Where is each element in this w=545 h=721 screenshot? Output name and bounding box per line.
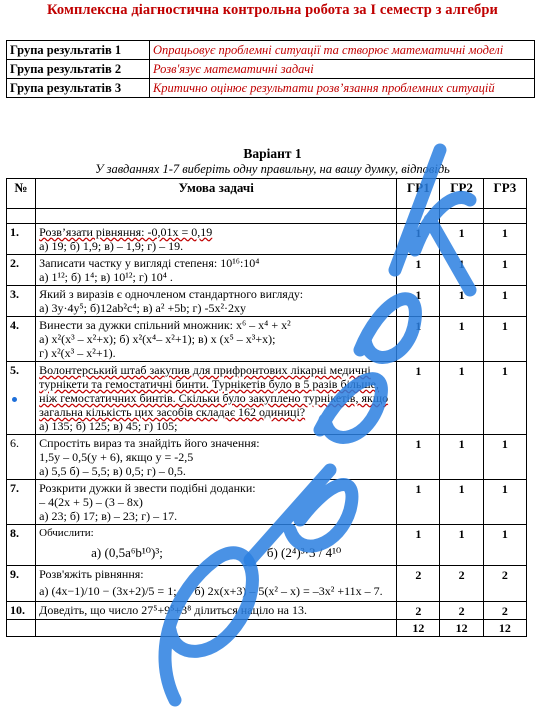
task-option-b: б) 2x(x+3) – 5(x² – x) = –3x² +11x – 7.: [194, 584, 383, 598]
score-g3: 1: [483, 286, 526, 317]
task-number: 8.: [7, 525, 36, 566]
score-g3: 1: [483, 224, 526, 255]
task-number: 9.: [7, 566, 36, 602]
task-text: [36, 480, 397, 525]
score-g1: 2: [397, 602, 440, 620]
score-g1: 1: [397, 255, 440, 286]
instruction-text: У завданнях 1-7 виберіть одну правильну, на вашу думку, відповідь: [95, 162, 450, 176]
task-text: [36, 525, 397, 566]
score-g1: 1: [397, 480, 440, 525]
task-line: Винести за дужки спільний множник: x⁶ – x⁴ + x²: [39, 318, 291, 332]
score-g2: 1: [440, 362, 483, 435]
totals-row: [7, 620, 527, 637]
group-row: [7, 60, 535, 79]
group-description: Розв'язує математичні задачі: [150, 60, 535, 79]
task-line: Доведіть, що число 27⁵+9⁵+3⁸ ділиться націло на 13.: [39, 603, 308, 617]
task-number: 10.: [7, 602, 36, 620]
task-number: 7.: [7, 480, 36, 525]
score-g3: 1: [483, 362, 526, 435]
group-name: Група результатів 1: [7, 41, 150, 60]
total-g1: 12: [397, 620, 440, 637]
score-g1: 1: [397, 224, 440, 255]
task-options: а) 5,5 б) – 5,5; в) 0,5; г) – 0,5.: [39, 464, 186, 478]
score-g2: 1: [440, 224, 483, 255]
score-g3: 1: [483, 435, 526, 480]
score-g3: 1: [483, 525, 526, 566]
score-g1: 1: [397, 435, 440, 480]
score-g2: 1: [440, 435, 483, 480]
task-line: Розв'яжіть рівняння:: [39, 567, 144, 581]
score-g3: 1: [483, 255, 526, 286]
total-g3: 12: [483, 620, 526, 637]
header-g1: ГР1: [397, 179, 440, 209]
group-name: Група результатів 2: [7, 60, 150, 79]
task-number: 2.: [7, 255, 36, 286]
score-g1: 1: [397, 317, 440, 362]
task-line: Який з виразів є одночленом стандартного вигляду:: [39, 287, 304, 301]
header-g2: ГР2: [440, 179, 483, 209]
table-row: [7, 566, 527, 602]
task-options: а) x²(x³ – x²+x); б) x²(x⁴– x²+1); в) x (x⁵ – x³+x);: [39, 332, 276, 346]
group-row: [7, 79, 535, 98]
task-text: [36, 255, 397, 286]
task-text: [36, 435, 397, 480]
task-number: 3.: [7, 286, 36, 317]
header-task: Умова задачі: [36, 179, 397, 209]
task-text: [36, 286, 397, 317]
task-text: [36, 224, 397, 255]
score-g2: 1: [440, 317, 483, 362]
totals-blank: [36, 620, 397, 637]
task-line: Обчислити:: [39, 527, 94, 539]
page-title: Комплексна діагностична контрольна робота за І семестр з алгебри: [47, 2, 498, 18]
variant-heading: Варіант 1: [243, 146, 302, 161]
score-g2: 2: [440, 566, 483, 602]
score-g2: 1: [440, 286, 483, 317]
task-text: [36, 566, 397, 602]
score-g2: 1: [440, 255, 483, 286]
totals-blank: [7, 620, 36, 637]
score-g1: 1: [397, 286, 440, 317]
score-g1: 2: [397, 566, 440, 602]
task-number: 4.: [7, 317, 36, 362]
group-row: [7, 41, 535, 60]
table-row: [7, 317, 527, 362]
table-row: [7, 362, 527, 435]
table-row: [7, 480, 527, 525]
task-text: [36, 362, 397, 435]
score-g3: 2: [483, 566, 526, 602]
score-g2: 2: [440, 602, 483, 620]
task-line: – 4(2х + 5) – (3 – 8х): [39, 495, 143, 509]
table-row: [7, 435, 527, 480]
group-description: Опрацьовує проблемні ситуації та створює математичні моделі: [150, 41, 535, 60]
task-text: [36, 317, 397, 362]
task-options: а) 19; б) 1,9; в) – 1,9; г) – 19.: [39, 239, 184, 253]
task-number: 6.: [7, 435, 36, 480]
score-g3: 1: [483, 480, 526, 525]
score-g3: 1: [483, 317, 526, 362]
spacer-row: [7, 209, 527, 224]
task-line: Розв’язати рівняння: -0,01х = 0,19: [39, 225, 213, 239]
table-row: [7, 286, 527, 317]
task-options: г) x²(x³ – x²+1).: [39, 346, 116, 360]
task-options: а) 1¹²; б) 1⁴; в) 10¹²; г) 10⁴ .: [39, 270, 173, 284]
score-g2: 1: [440, 525, 483, 566]
header-g3: ГР3: [483, 179, 526, 209]
table-row: [7, 224, 527, 255]
total-g2: 12: [440, 620, 483, 637]
score-g3: 2: [483, 602, 526, 620]
header-row: [7, 179, 527, 209]
score-g1: 1: [397, 362, 440, 435]
task-line: Волонтерський штаб закупив для прифронтових лікарні медичні турнікети та гемостатичні бинти. Турнікетів було в 5 разів більше, ніж гемостатичних бинтів. Скільки було закуплено турнікетів, якщо загальна кількість цих засобів складає 162 одиниці?: [39, 363, 389, 419]
task-text: [36, 602, 397, 620]
task-line: Розкрити дужки й звести подібні доданки:: [39, 481, 256, 495]
task-options: а) 135; б) 125; в) 45; г) 105;: [39, 419, 178, 433]
task-option-b: б) (2⁴)³·3 / 4¹⁰: [266, 545, 342, 560]
score-g2: 1: [440, 480, 483, 525]
table-row: [7, 255, 527, 286]
task-option-a: а) (0,5a⁶b¹⁰)³;: [91, 545, 163, 560]
task-line: 1,5у – 0,5(у + 6), якщо у = -2,5: [39, 450, 194, 464]
task-option-a: а) (4x−1)/10 − (3x+2)/5 = 1;: [39, 584, 177, 598]
table-row: [7, 602, 527, 620]
bullet-dot: [12, 397, 17, 402]
task-number: 5.: [7, 362, 36, 435]
group-description: Критично оцінює результати розв’язання проблемних ситуацій: [150, 79, 535, 98]
tasks-table: [6, 178, 527, 637]
result-groups-table: [6, 40, 535, 98]
task-line: Спростіть вираз та знайдіть його значення:: [39, 436, 260, 450]
task-number: 1.: [7, 224, 36, 255]
table-row: [7, 525, 527, 566]
task-options: а) 3у·4у⁵; б)12ab²c⁴; в) a² +5b; г) -5x²·2xy: [39, 301, 247, 315]
group-name: Група результатів 3: [7, 79, 150, 98]
score-g1: 1: [397, 525, 440, 566]
task-line: Записати частку у вигляді степеня: 10¹⁶:10⁴: [39, 256, 260, 270]
task-options: а) 23; б) 17; в) – 23; г) – 17.: [39, 509, 178, 523]
header-num: №: [7, 179, 36, 209]
